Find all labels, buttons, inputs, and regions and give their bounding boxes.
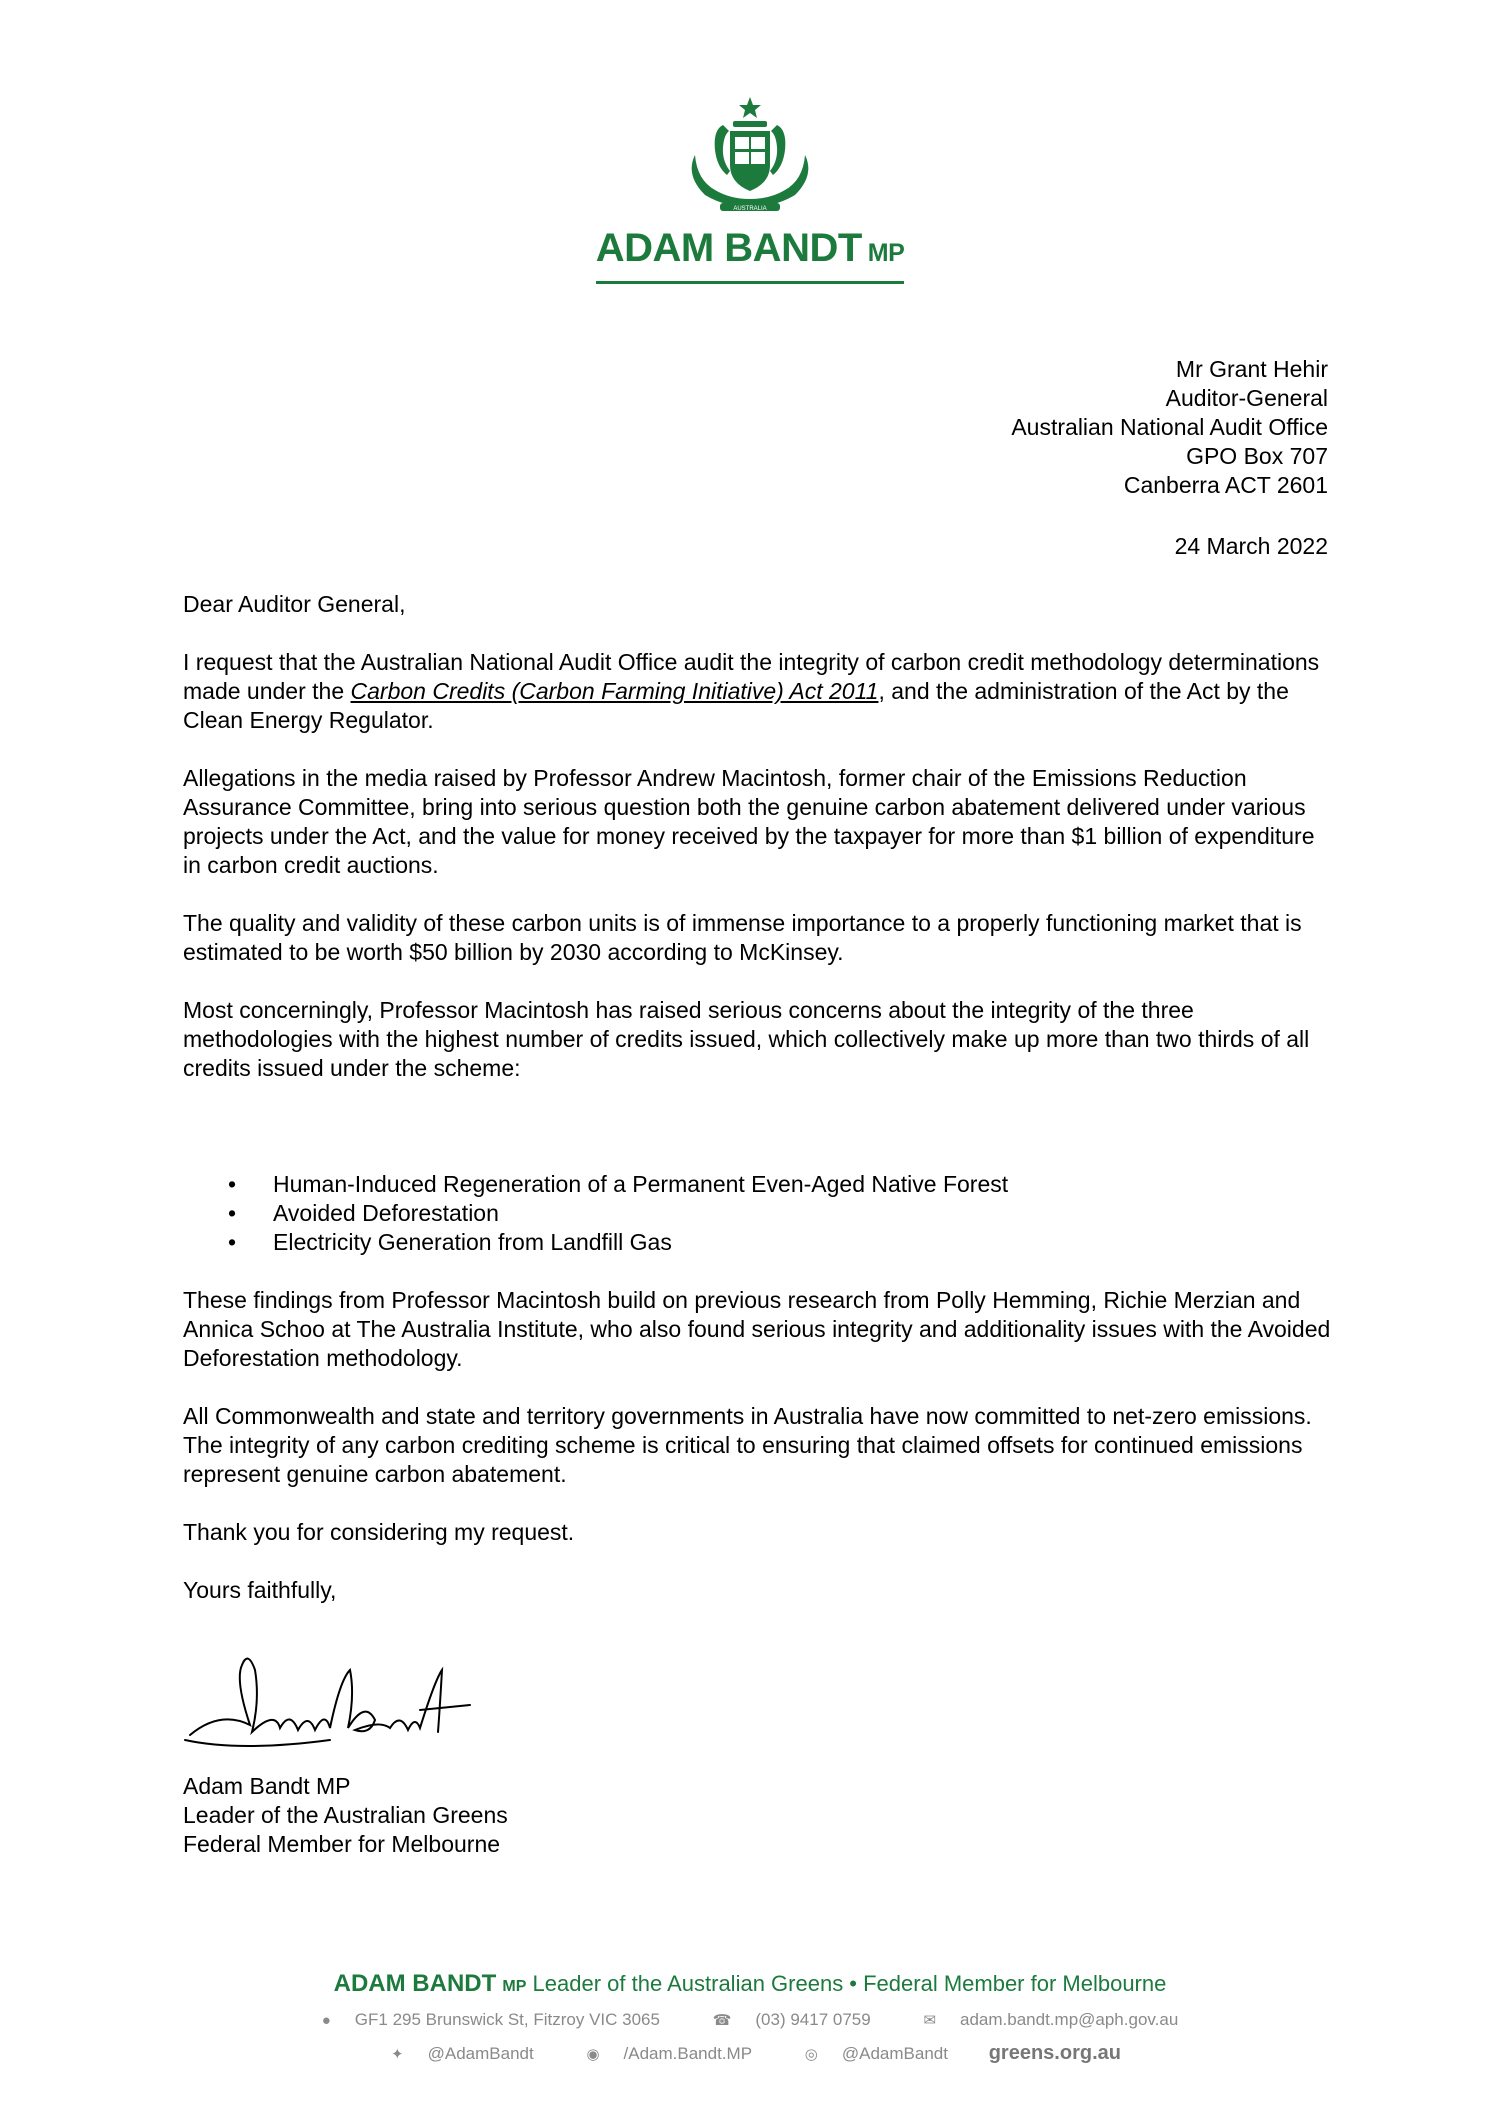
footer-title [0,1970,1500,1998]
recipient-line: Canberra ACT 2601 [1123,472,1328,498]
paragraph-text: , and the administration of the Act by the Clean Energy Regulator. [183,678,1289,733]
recipient-line: Auditor-General [1165,385,1328,411]
letter-date: 24 March 2022 [1174,533,1328,559]
footer-email[interactable]: adam.bandt.mp@aph.gov.au [960,2010,1179,2029]
paragraph-concerns: Most concerningly, Professor Macintosh has raised serious concerns about the integrity of the three methodologies with the highest number of credits issued, which collectively make up more than two thirds of all credits issued under the scheme: [183,997,1310,1081]
paragraph-allegations: Allegations in the media raised by Professor Andrew Macintosh, former chair of the Emissions Reduction Assurance Committee, bring into serious question both the genuine carbon abatement delivered under various projects under the Act, and the value for money received by the taxpayer for more than $1 billion of expenditure in carbon credit auctions. [183,765,1315,878]
list-item: • Human-Induced Regeneration of a Permanent Even-Aged Native Forest [228,1170,1333,1199]
spacer [183,1112,1333,1170]
footer-name: ADAM BANDT [333,1970,497,1997]
salutation: Dear Auditor General, [183,591,406,617]
twitter-icon: ✦ [391,2046,404,2063]
list-item: • Electricity Generation from Landfill Gas [228,1228,1333,1257]
recipient-line: Australian National Audit Office [1011,414,1328,440]
list-item: • Avoided Deforestation [228,1199,1333,1228]
paragraph-findings: These findings from Professor Macintosh build on previous research from Polly Hemming, Richie Merzian and Annica Schoo at The Australia Institute, who also found serious integrity and additionality issues with the Avoided Deforestation methodology. [183,1287,1331,1371]
footer-phone: (03) 9417 0759 [755,2010,871,2029]
paragraph-governments: All Commonwealth and state and territory governments in Australia have now committed to net-zero emissions. The integrity of any carbon crediting scheme is critical to ensuring that claimed offsets for continued emissions represent genuine carbon abatement. [183,1403,1312,1487]
email-icon: ✉ [923,2012,937,2029]
footer-roles: Leader of the Australian Greens • Federal Member for Melbourne [532,1971,1167,1996]
facebook-icon: ◉ [586,2046,600,2063]
coat-of-arms-logo [675,95,825,220]
signer-title: Leader of the Australian Greens [183,1802,508,1828]
letterhead-name [596,226,905,284]
footer-address: GF1 295 Brunswick St, Fitzroy VIC 3065 [354,2010,660,2029]
footer-facebook[interactable]: /Adam.Bandt.MP [623,2044,753,2063]
closing: Yours faithfully, [183,1577,337,1603]
footer-instagram[interactable]: @AdamBandt [841,2044,948,2063]
paragraph-thanks: Thank you for considering my request. [183,1519,575,1545]
methodology-list [183,1170,1333,1257]
signer-block [183,1772,508,1859]
letterhead-name-text: ADAM BANDT [595,226,862,270]
signer-name: Adam Bandt MP [183,1773,351,1799]
svg-text:AUSTRALIA: AUSTRALIA [733,206,767,212]
footer-social [0,2042,1500,2065]
footer-contact [0,2010,1500,2030]
footer-twitter[interactable]: @AdamBandt [427,2044,534,2063]
recipient-line: Mr Grant Hehir [1175,356,1328,382]
letterhead-suffix: MP [867,239,905,267]
instagram-icon: ◎ [804,2046,818,2063]
paragraph-text: I request that the Australian National Audit Office audit the integrity of carbon credit methodology determinations made under the [183,649,1320,704]
phone-icon: ☎ [712,2012,732,2029]
letterhead [0,95,1500,284]
paragraph-quality: The quality and validity of these carbon units is of immense importance to a properly functioning market that is estimated to be worth $50 billion by 2030 according to McKinsey. [183,910,1302,965]
signer-role: Federal Member for Melbourne [183,1831,501,1857]
letter-body [183,590,1333,1634]
footer [0,1970,1500,2065]
footer-suffix: MP [502,1978,527,1995]
act-title: Carbon Credits (Carbon Farming Initiative) Act 2011 [350,678,879,704]
paragraph-request [183,648,1333,735]
footer-website[interactable]: greens.org.au [988,2042,1121,2064]
recipient-address [1011,355,1328,500]
location-pin-icon: ● [321,2012,331,2029]
handwritten-signature [180,1640,480,1760]
recipient-line: GPO Box 707 [1186,443,1328,469]
